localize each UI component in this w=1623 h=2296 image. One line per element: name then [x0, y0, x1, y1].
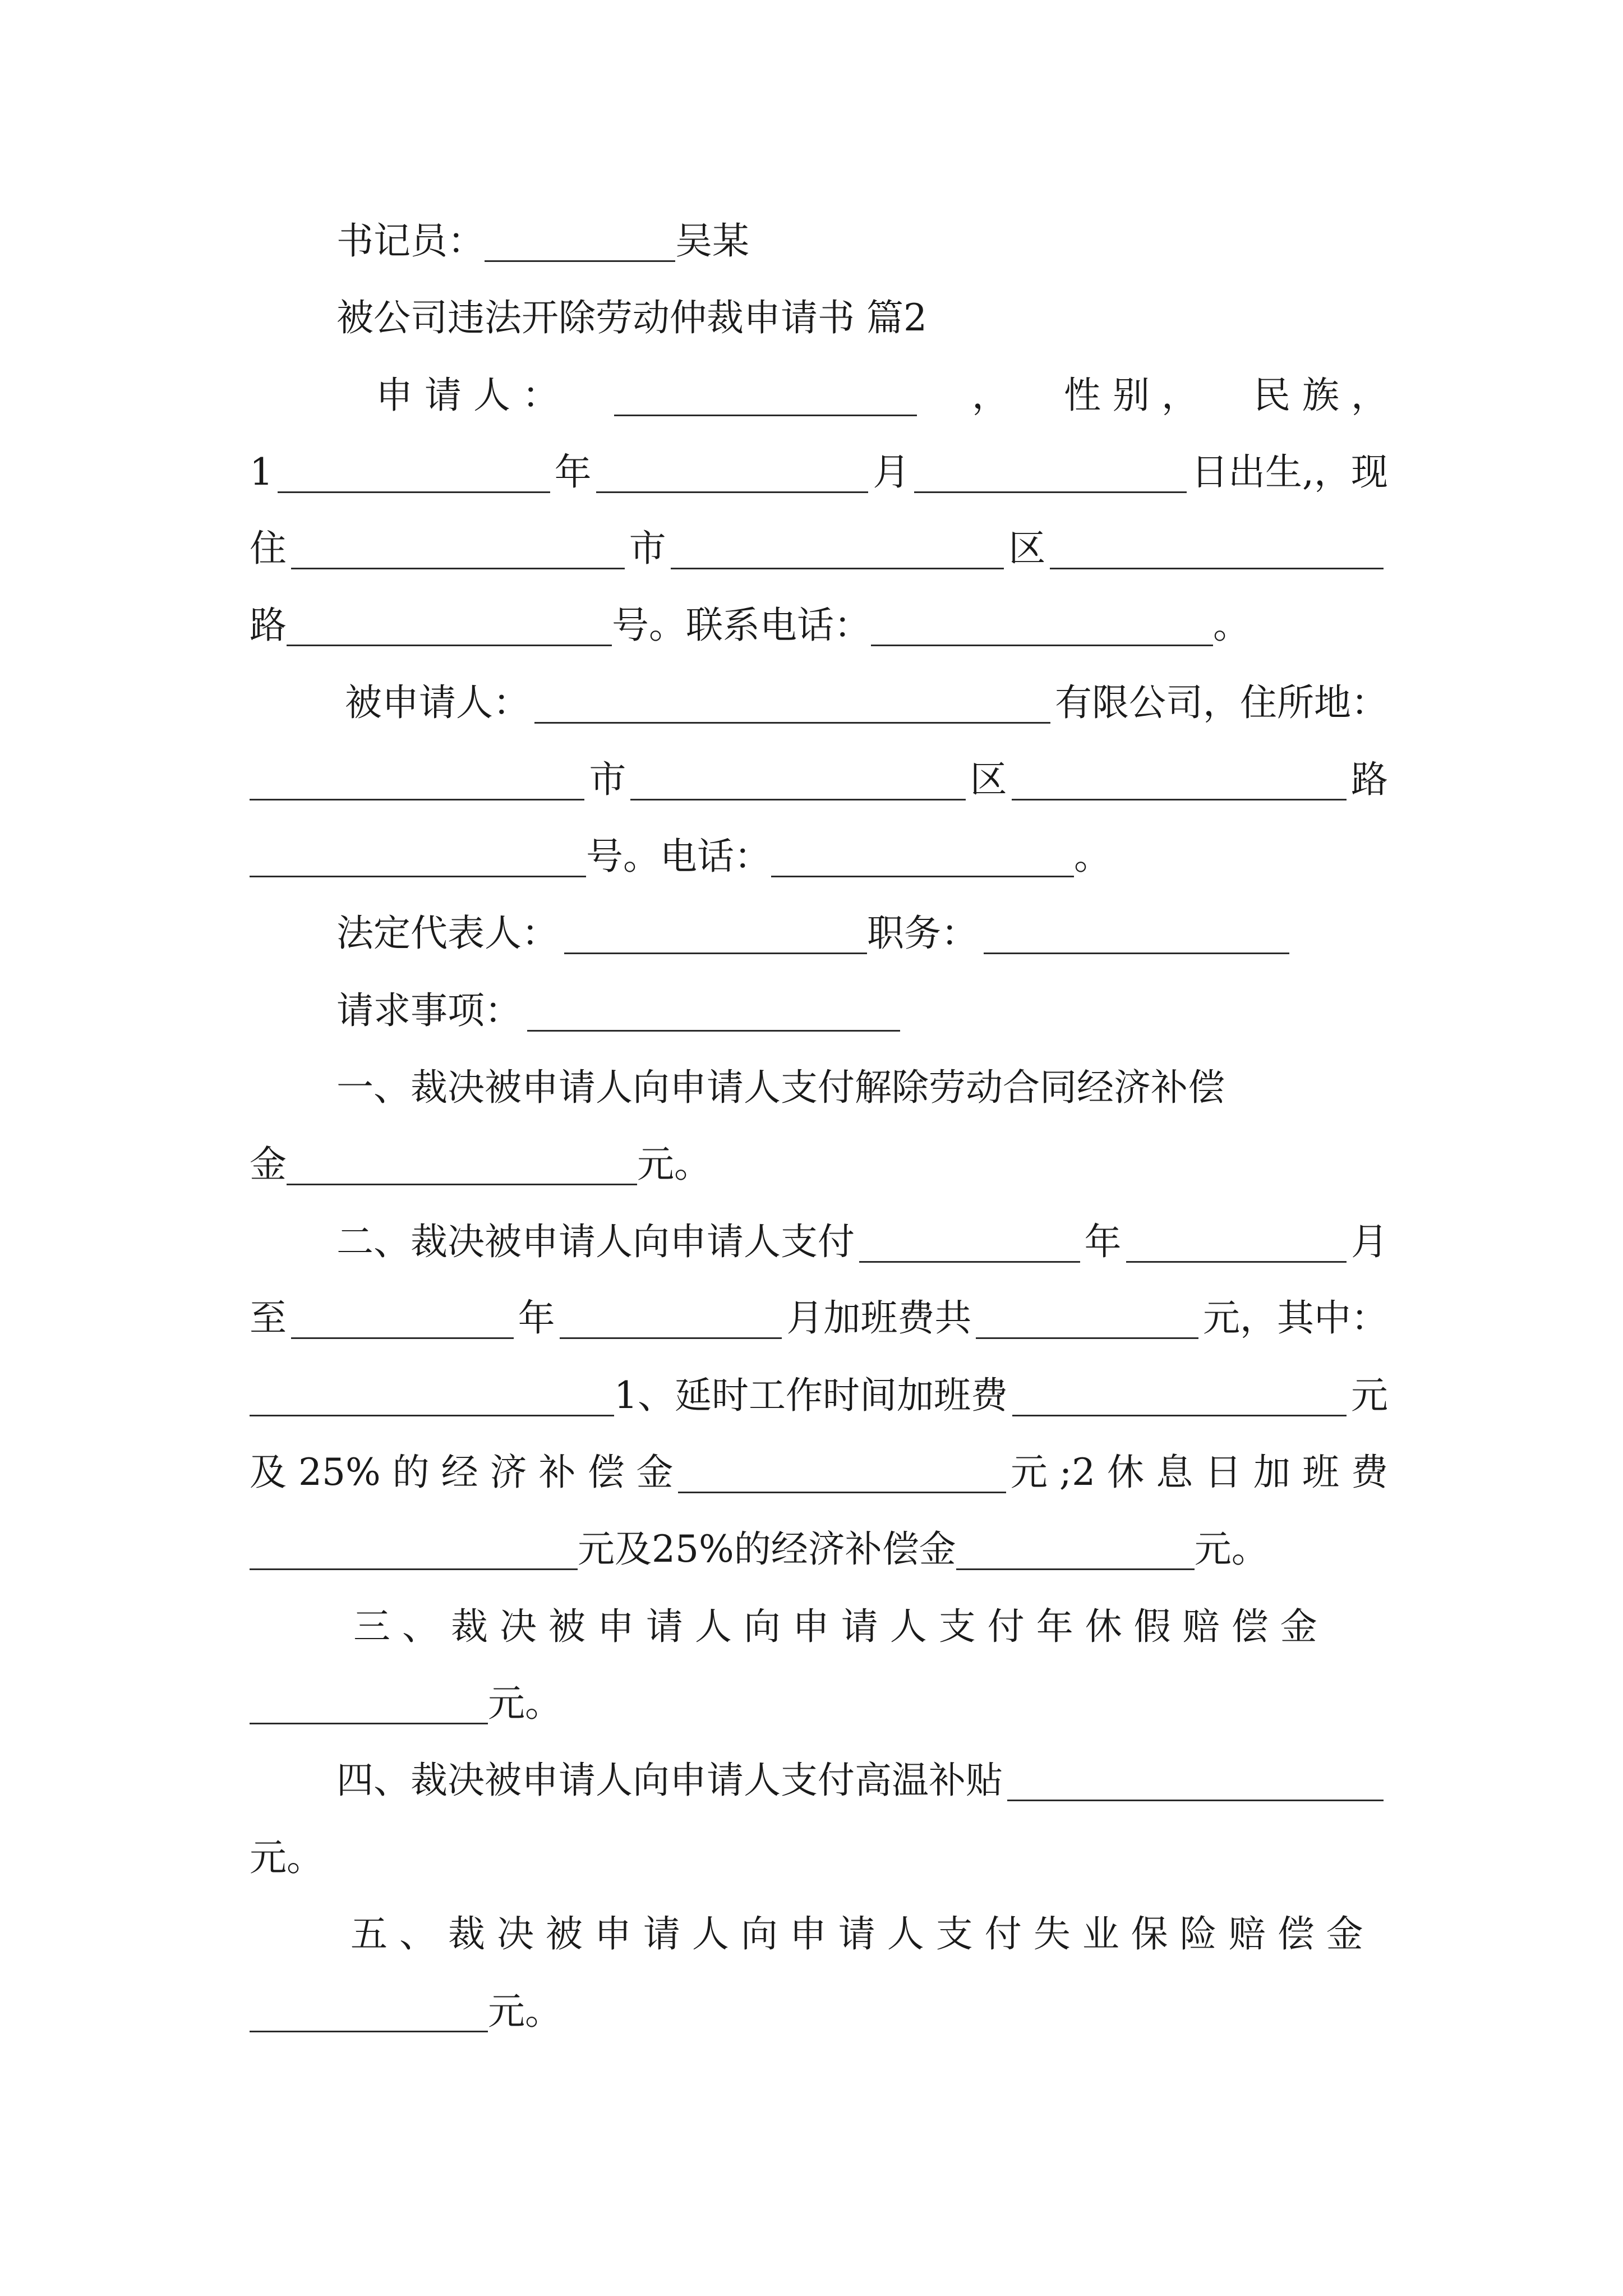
address-city-label: 市	[629, 527, 666, 570]
clerk-label: 书记员：	[336, 219, 485, 263]
birth-year-label: 年	[554, 450, 592, 494]
claim-item-2-p2-blank	[678, 1444, 1006, 1493]
respondent-district-blank	[630, 752, 965, 800]
claim-item-2-of: 元，其中：	[1203, 1296, 1389, 1340]
address-road-blank	[1050, 521, 1384, 569]
applicant-line-4	[250, 597, 1388, 654]
claim-item-4-cont	[250, 1830, 1388, 1886]
respondent-company-blank	[534, 675, 1050, 724]
clerk-blank	[485, 213, 675, 262]
claim-item-2-total-blank	[976, 1290, 1198, 1339]
claim-item-2-p2: 及 25% 的 经 济 补 偿 金	[250, 1451, 674, 1494]
applicant-gender: 性 别 ，	[1064, 374, 1198, 417]
claim-item-2-year2: 年	[518, 1296, 555, 1340]
respondent-phone-blank	[771, 829, 1074, 877]
address-prefix: 住	[250, 527, 287, 570]
claim-item-2-year2-blank	[291, 1290, 514, 1339]
claims-label-line	[336, 983, 1475, 1039]
clerk-name: 吴某	[675, 219, 749, 263]
applicant-label: 申 请 人 ：	[376, 374, 559, 417]
applicant-phone-label: 号。联系电话：	[612, 604, 871, 647]
claims-label: 请求事项：	[336, 989, 522, 1032]
applicant-ethnicity: 民 族 ，	[1253, 374, 1388, 417]
claim-item-2-p3: 元及25%的经济补偿金	[578, 1527, 956, 1571]
clerk-line	[336, 213, 1475, 269]
claim-item-2-p1-end: 元	[1351, 1374, 1388, 1417]
respondent-line-3	[250, 829, 1388, 885]
claim-item-2-p1-blank	[1012, 1368, 1347, 1416]
birth-month-label: 月	[873, 450, 910, 494]
respondent-phone-label: 号。电话：	[586, 835, 771, 878]
address-number-blank	[287, 597, 612, 646]
birth-prefix: 1	[250, 450, 273, 494]
claim-item-1-gold: 金	[250, 1143, 287, 1186]
respondent-company-label: 有限公司，住所地：	[1055, 681, 1388, 724]
respondent-road-label: 路	[1350, 758, 1388, 801]
claim-item-5-text: 五 、 裁 决 被 申 请 人 向 申 请 人 支 付 失 业 保 险 赔 偿 金	[351, 1912, 1363, 1955]
claim-item-2-text: 二、裁决被申请人向申请人支付	[336, 1220, 855, 1263]
claim-item-2-month-blank	[1126, 1214, 1347, 1263]
claim-item-2-line-5	[250, 1521, 1388, 1577]
claim-item-3-end: 元。	[488, 1682, 562, 1725]
applicant-sep: ，	[971, 374, 1009, 417]
applicant-line-1	[376, 367, 1388, 424]
respondent-district-label: 区	[970, 758, 1007, 801]
applicant-line-3	[250, 521, 1388, 577]
applicant-name-blank	[614, 367, 917, 416]
address-district-blank	[671, 521, 1004, 569]
claim-item-2-p3-end: 元。	[1194, 1527, 1269, 1571]
respondent-number-blank	[250, 829, 586, 877]
claim-item-2-line-4	[250, 1444, 1388, 1501]
claim-item-2-month: 月	[1351, 1220, 1388, 1263]
applicant-line-end: 。	[1213, 604, 1250, 647]
claim-item-3-cont	[250, 1676, 1388, 1732]
claim-item-4-text: 四、裁决被申请人向申请人支付高温补贴	[336, 1759, 1003, 1802]
claim-item-3	[353, 1599, 1388, 1655]
address-road-label: 路	[250, 604, 287, 647]
applicant-phone-blank	[871, 597, 1213, 646]
claim-item-5-end: 元。	[488, 1990, 562, 2033]
claim-item-2	[336, 1214, 1388, 1270]
claim-item-3-blank	[250, 1676, 488, 1724]
respondent-road-blank	[1012, 752, 1347, 800]
claims-blank	[527, 983, 900, 1032]
document-heading	[336, 290, 1475, 346]
respondent-line-end: 。	[1074, 835, 1111, 878]
claim-item-4-blank	[1007, 1752, 1384, 1801]
claim-item-2-p3-end-blank	[956, 1521, 1195, 1570]
legal-rep-blank	[564, 905, 867, 954]
claim-item-4-end: 元。	[250, 1836, 324, 1879]
applicant-line-2	[250, 444, 1388, 500]
claim-item-2-month2-blank	[560, 1290, 782, 1339]
claim-item-2-line-3	[250, 1368, 1388, 1424]
claim-item-2-month2: 月加班费共	[786, 1296, 972, 1340]
claim-item-2-line-2	[250, 1290, 1388, 1346]
respondent-city-label: 市	[589, 758, 626, 801]
birth-year-blank	[278, 444, 550, 493]
claim-item-2-year: 年	[1084, 1220, 1122, 1263]
claim-item-1-blank	[287, 1137, 637, 1185]
claim-item-2-p2-end: 元 ;2 休 息 日 加 班 费	[1010, 1451, 1388, 1494]
claim-item-1	[336, 1060, 1388, 1116]
respondent-city-blank	[250, 752, 584, 800]
respondent-line-2	[250, 752, 1388, 808]
claim-item-1-end: 元。	[637, 1143, 711, 1186]
claim-item-3-text: 三 、 裁 决 被 申 请 人 向 申 请 人 支 付 年 休 假 赔 偿 金	[353, 1605, 1317, 1648]
claim-item-5-cont	[250, 1984, 1388, 2040]
birth-day-blank	[914, 444, 1187, 493]
address-city-blank	[291, 521, 625, 569]
legal-rep-line	[336, 905, 1475, 961]
claim-item-5	[351, 1906, 1388, 1962]
birth-month-blank	[596, 444, 869, 493]
heading-text: 被公司违法开除劳动仲裁申请书 篇2	[336, 296, 927, 339]
claim-item-2-p1: 1、延时工作时间加班费	[614, 1374, 1008, 1417]
claim-item-4	[336, 1752, 1388, 1809]
respondent-label: 被申请人：	[345, 681, 530, 724]
claim-item-2-lead-blank	[250, 1368, 614, 1416]
claim-item-2-year-blank	[859, 1214, 1080, 1263]
claim-item-5-blank	[250, 1984, 488, 2032]
claim-item-1-text: 一、裁决被申请人向申请人支付解除劳动合同经济补偿	[336, 1066, 1225, 1109]
claim-item-2-to: 至	[250, 1296, 287, 1340]
birth-suffix: 日出生,，现	[1191, 450, 1388, 494]
address-district-label: 区	[1008, 527, 1046, 570]
respondent-line-1	[345, 675, 1388, 731]
claim-item-2-p3-blank	[250, 1521, 578, 1570]
claim-item-1-cont	[250, 1137, 1388, 1193]
legal-rep-position-blank	[984, 905, 1289, 954]
legal-rep-position-label: 职务：	[867, 912, 978, 955]
legal-rep-label: 法定代表人：	[336, 912, 559, 955]
